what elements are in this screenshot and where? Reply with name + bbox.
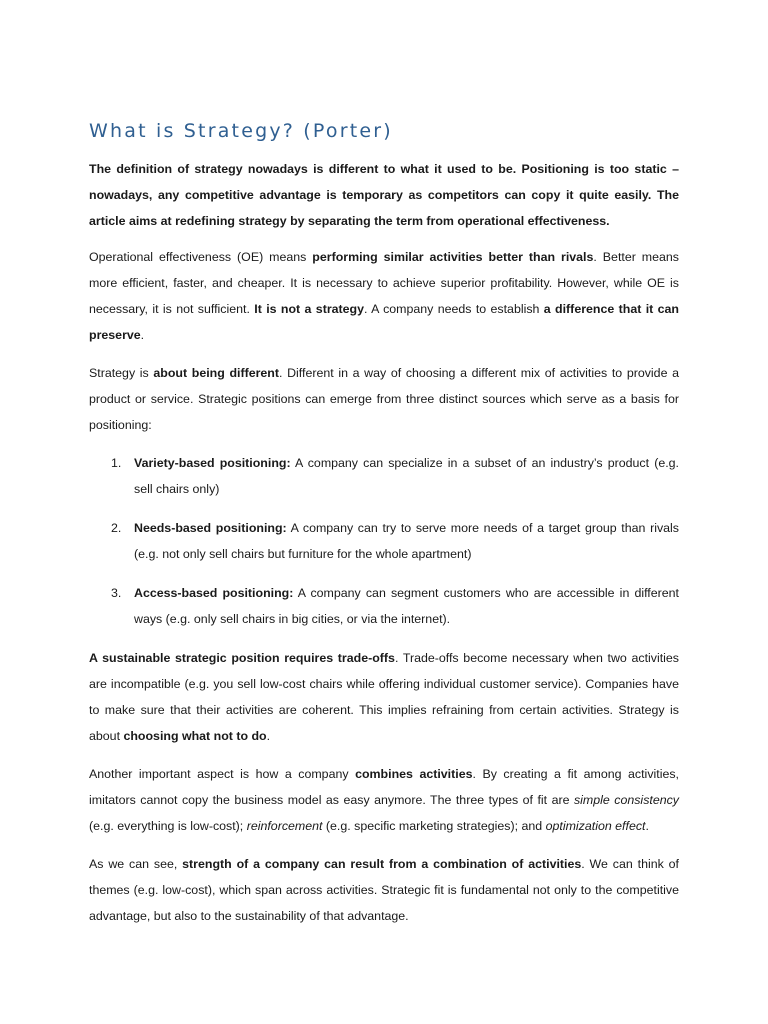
paragraph-trade-offs — [89, 645, 679, 749]
list-item-name: Needs-based positioning: — [134, 521, 287, 535]
fit-text-1: Another important aspect is how a company — [89, 767, 356, 781]
list-item-text: A company can try to serve more needs of a target group than rivals (e.g. not only sell chairs but furniture for the whole apartment) — [134, 521, 679, 561]
paragraph-intro — [89, 156, 679, 234]
tradeoffs-bold-1: A sustainable strategic position requires trade-offs — [89, 651, 395, 665]
list-item-text: A company can specialize in a subset of an industry’s product (e.g. sell chairs only) — [134, 456, 679, 496]
tradeoffs-text-2: . — [266, 729, 271, 743]
oe-text-2: . Better means more efficient, faster, and cheaper. It is necessary to achieve superior profitability. However, while OE is necessary, it is not sufficient. — [89, 250, 679, 316]
strategy-text-2: . Different in a way of choosing a different mix of activities to provide a product or service. Strategic positions can emerge from three distinct sources which serve as a basis for positioning: — [89, 366, 679, 432]
fit-text-5: . — [645, 819, 649, 833]
paragraph-strategy — [89, 360, 679, 438]
list-item-name: Variety-based positioning: — [134, 456, 291, 470]
list-item-number: 1. — [111, 456, 122, 470]
oe-text-4: . — [140, 328, 145, 342]
oe-text-3: . A company needs to establish — [364, 302, 544, 316]
paragraph-fit — [89, 761, 679, 839]
oe-bold-1: performing similar activities better than rivals — [312, 250, 594, 264]
positioning-list — [89, 450, 679, 632]
list-item-number: 3. — [111, 586, 122, 600]
list-item — [89, 515, 679, 567]
combination-bold-1: strength of a company can result from a combination of activities — [182, 857, 582, 871]
fit-text-3: (e.g. everything is low-cost); — [89, 819, 247, 833]
strategy-text-1: Strategy is — [89, 366, 154, 380]
list-item — [89, 450, 679, 502]
fit-italic-1: simple consistency — [573, 793, 680, 807]
combination-text-1: As we can see, — [89, 857, 183, 871]
intro-text: The definition of strategy nowadays is different to what it used to be. Positioning is too static – nowadays, any competitive advantage is temporary as competitors can copy it quite easily. The article aims at redefining strategy by separating the term from operational effectiveness. — [89, 162, 679, 228]
list-item-text: A company can segment customers who are accessible in different ways (e.g. only sell chairs in big cities, or via the internet). — [134, 586, 679, 626]
fit-text-2: . By creating a fit among activities, imitators cannot copy the business model as easy anymore. The three types of fit are — [89, 767, 679, 807]
list-item-number: 2. — [111, 521, 122, 535]
fit-italic-3: optimization effect — [545, 819, 646, 833]
fit-bold-1: combines activities — [355, 767, 473, 781]
list-item-name: Access-based positioning: — [134, 586, 294, 600]
strategy-bold-1: about being different — [153, 366, 280, 380]
oe-bold-3: a difference that it can preserve — [89, 302, 679, 342]
document-body — [89, 156, 679, 941]
oe-bold-2: It is not a strategy — [254, 302, 365, 316]
combination-text-2: . We can think of themes (e.g. low-cost), which span across activities. Strategic fit is fundamental not only to the competitive advantage, but also to the sustainability of that advantage. — [89, 857, 679, 923]
paragraph-operational-effectiveness — [89, 244, 679, 348]
tradeoffs-text-1: . Trade-offs become necessary when two activities are incompatible (e.g. you sell low-cost chairs while offering individual customer service). Companies have to make sure that their activities are coherent. This implies refraining from certain activities. Strategy is about — [89, 651, 679, 743]
oe-text-1: Operational effectiveness (OE) means — [89, 250, 313, 264]
fit-italic-2: reinforcement — [246, 819, 323, 833]
page-title: What is Strategy? (Porter) — [89, 120, 393, 142]
list-item — [89, 580, 679, 632]
fit-text-4: (e.g. specific marketing strategies); and — [322, 819, 546, 833]
tradeoffs-bold-2: choosing what not to do — [123, 729, 267, 743]
paragraph-combination — [89, 851, 679, 929]
